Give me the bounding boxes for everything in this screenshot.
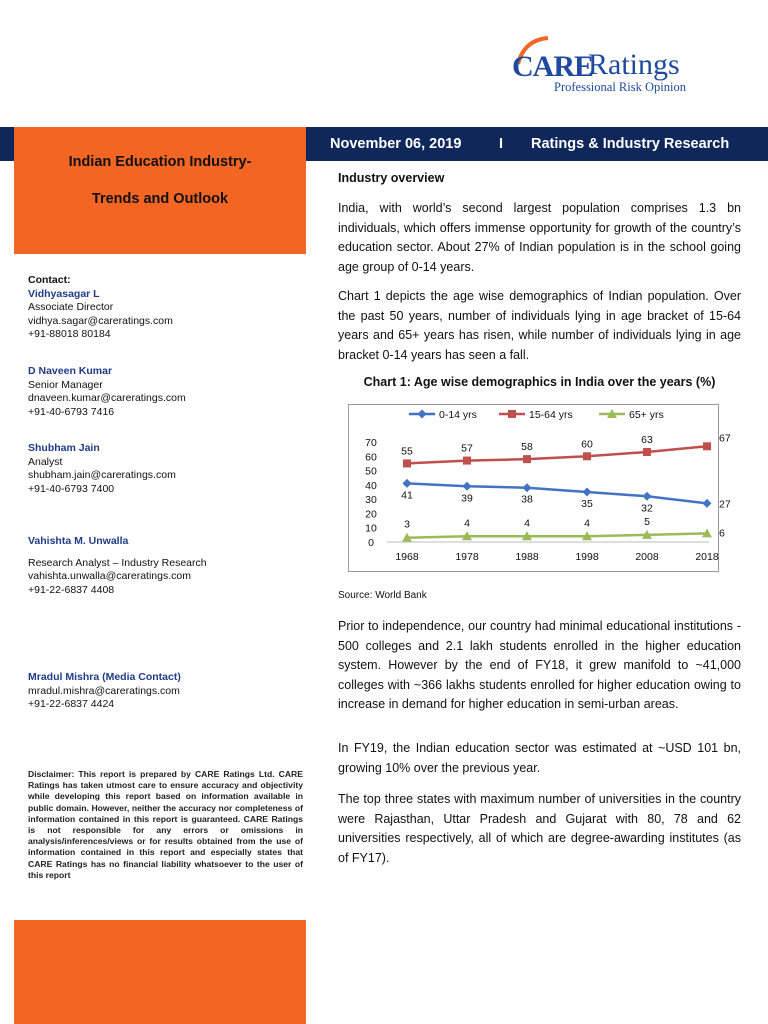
- report-title-line2: Trends and Outlook: [91, 191, 229, 207]
- data-label: 38: [521, 493, 533, 506]
- contact-block-2: [28, 365, 186, 419]
- contact-phone: +91-88018 80184: [28, 328, 111, 340]
- contact-phone: +91-22-6837 4408: [28, 583, 115, 596]
- contact-block-1: [28, 274, 173, 342]
- y-tick-label: 10: [365, 522, 377, 535]
- header-separator: I: [499, 136, 504, 152]
- contact-phone: +91-40-6793 7416: [28, 405, 115, 418]
- paragraph-1: India, with world’s second largest population comprises 1.3 bn individuals, which offers immense opportunity for growth of the country’s education sector. About 27% of Indian population is in the school going age group of 0-14 years.: [338, 201, 741, 274]
- data-label: 55: [401, 445, 413, 458]
- data-label: 6: [719, 527, 725, 540]
- y-tick-label: 30: [365, 494, 377, 507]
- y-tick-label: 40: [365, 479, 377, 492]
- data-label: 5: [644, 515, 650, 528]
- data-label: 3: [404, 518, 410, 531]
- data-point: [583, 452, 591, 460]
- media-contact-phone: +91-22-6837 4424: [28, 698, 115, 710]
- data-point: [403, 459, 411, 467]
- legend-marker: [418, 410, 427, 419]
- data-point: [643, 492, 652, 501]
- series-line: [407, 483, 707, 503]
- data-label: 4: [584, 517, 590, 530]
- contact-role: Senior Manager: [28, 378, 103, 391]
- contact-email[interactable]: vidhya.sagar@careratings.com: [28, 314, 173, 327]
- data-point: [403, 479, 412, 488]
- logo-brand: CARE: [512, 50, 594, 83]
- chart-frame: [348, 404, 731, 572]
- disclaimer: Disclaimer: This report is prepared by CARE Ratings Ltd. CARE Ratings has taken utmost care to ensure accuracy and objectivity while developing this report based on information available in public domain. However, neither the accuracy nor completeness of information contained in this report is guaranteed. CARE Ratings is not responsible for any errors or omissions in analysis/inferences/views or for results obtained from the use of information contained in this report and especially states that CARE Ratings has no financial liability whatsoever to the user of this report: [28, 769, 303, 880]
- media-contact-block: [28, 671, 181, 712]
- contact-name: Vidhyasagar L: [28, 287, 100, 300]
- media-contact-email[interactable]: mradul.mishra@careratings.com: [28, 684, 180, 697]
- data-label: 4: [524, 517, 530, 530]
- report-title-line1: Indian Education Industry-: [68, 154, 252, 170]
- series-line: [407, 446, 707, 463]
- orange-footer-block: [14, 920, 306, 1024]
- data-label: 67: [719, 432, 731, 445]
- data-label: 41: [401, 489, 413, 502]
- chart-title: Chart 1: Age wise demographics in India over the years (%): [363, 375, 716, 389]
- title-box: [14, 127, 306, 254]
- data-point: [523, 455, 531, 463]
- x-tick-label: 2018: [695, 551, 719, 563]
- data-point: [523, 483, 532, 492]
- y-tick-label: 50: [365, 465, 377, 478]
- paragraph-5: The top three states with maximum number of universities in the country were Rajasthan, Uttar Pradesh and Gujarat with 80, 78 and 62 universities respectively, all of which are degree-awarding institutes (as of FY17).: [338, 792, 741, 865]
- contact-name: Shubham Jain: [28, 442, 100, 454]
- data-label: 58: [521, 441, 533, 454]
- contact-email[interactable]: dnaveen.kumar@careratings.com: [28, 392, 186, 404]
- chart-source: Source: World Bank: [338, 590, 427, 601]
- logo-brand-rest: Ratings: [588, 48, 680, 81]
- legend-label: 0-14 yrs: [439, 409, 477, 421]
- paragraph-4: In FY19, the Indian education sector was estimated at ~USD 101 bn, growing 10% over the previous year.: [338, 741, 741, 775]
- report-date: November 06, 2019: [330, 136, 462, 152]
- data-point: [643, 448, 651, 456]
- paragraph-2: Chart 1 depicts the age wise demographics of Indian population. Over the past 50 years, number of individuals lying in age bracket of 15-64 years and 65+ years has risen, while number of individuals lying in age bracket 0-14 years has seen a fall.: [338, 289, 741, 362]
- contact-phone: +91-40-6793 7400: [28, 482, 115, 495]
- legend-marker: [508, 410, 516, 418]
- data-label: 57: [461, 442, 473, 455]
- contact-heading: Contact:: [28, 274, 71, 286]
- report-section: Ratings & Industry Research: [531, 136, 730, 152]
- data-label: 60: [581, 438, 593, 451]
- x-tick-label: 1998: [575, 551, 599, 563]
- legend-label: 15-64 yrs: [529, 409, 573, 421]
- contact-block-3: [28, 442, 176, 496]
- contact-email[interactable]: vahishta.unwalla@careratings.com: [28, 570, 191, 582]
- y-tick-label: 0: [368, 537, 374, 549]
- series-line: [407, 533, 707, 537]
- data-point: [463, 482, 472, 491]
- data-label: 32: [641, 502, 653, 515]
- contact-block-4: [28, 535, 207, 597]
- paragraph-3: Prior to independence, our country had minimal educational institutions - 500 colleges and 2.1 lakh students enrolled in the higher education system. However by the end of FY18, it grew manifold to ~41,000 colleges with ~366 lakhs students enrolled for higher education owing to increase in demand for higher education in semi-urban areas.: [338, 619, 741, 711]
- data-point: [463, 457, 471, 465]
- x-tick-label: 2008: [635, 551, 659, 563]
- data-label: 39: [461, 492, 473, 505]
- y-tick-label: 20: [365, 508, 377, 521]
- x-tick-label: 1968: [395, 551, 419, 563]
- care-ratings-logo: [512, 32, 732, 98]
- contact-name: Vahishta M. Unwalla: [28, 535, 129, 547]
- section-heading: Industry overview: [338, 171, 445, 185]
- contact-email[interactable]: shubham.jain@careratings.com: [28, 469, 176, 481]
- x-tick-label: 1988: [515, 551, 539, 563]
- x-tick-label: 1978: [455, 551, 479, 563]
- data-label: 4: [464, 517, 470, 530]
- contact-role: Associate Director: [28, 301, 114, 313]
- data-label: 63: [641, 434, 653, 446]
- contact-name: D Naveen Kumar: [28, 365, 113, 377]
- data-label: 27: [719, 498, 731, 511]
- y-tick-label: 60: [365, 451, 377, 464]
- legend-label: 65+ yrs: [629, 409, 664, 421]
- data-point: [703, 499, 712, 508]
- contact-role: Analyst: [28, 455, 63, 468]
- media-contact-name: Mradul Mishra (Media Contact): [28, 671, 181, 683]
- y-tick-label: 70: [365, 437, 377, 449]
- data-point: [583, 488, 592, 497]
- demographics-line-chart: [349, 405, 731, 571]
- logo-tagline: Professional Risk Opinion: [554, 80, 686, 94]
- data-label: 35: [581, 498, 593, 510]
- data-point: [703, 442, 711, 450]
- contact-role: Research Analyst – Industry Research: [28, 556, 207, 569]
